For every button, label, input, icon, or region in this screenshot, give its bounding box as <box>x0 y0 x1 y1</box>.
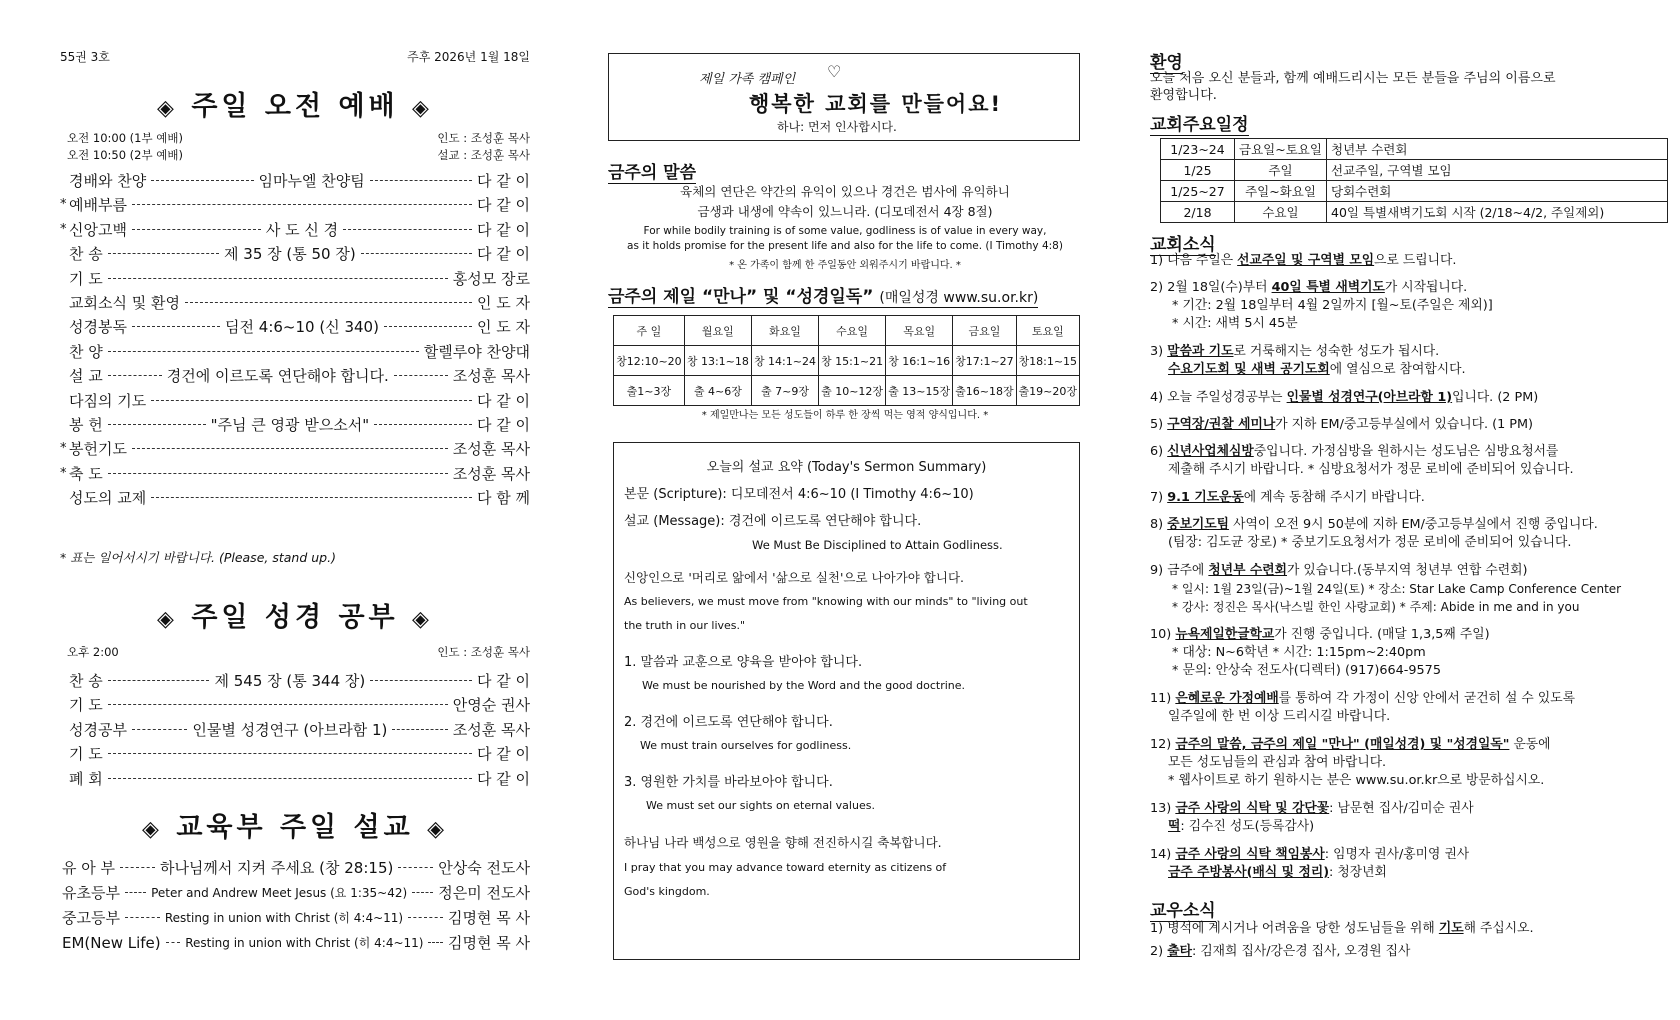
table-cell: 창 13:1~18 <box>684 346 751 376</box>
schedule-day: 주일 <box>1235 160 1327 181</box>
table-header-row <box>614 316 1080 346</box>
order-row <box>60 168 530 193</box>
order-item-leader: 다 같 이 <box>476 172 530 190</box>
verse-memorize-note: * 온 가족이 함께 한 주일동안 외워주시기 바랍니다. * <box>729 260 961 271</box>
order-item-label: 설 교 <box>69 367 103 386</box>
table-cell: 주 일 <box>614 316 685 346</box>
sermon-point-1: 1. 말씀과 교훈으로 양육을 받아야 합니다. <box>624 655 863 670</box>
sermon-point-3: 3. 영원한 가치를 바라보아야 합니다. <box>624 775 833 790</box>
table-row <box>614 376 1080 406</box>
news-item-1: 1) 다음 주일은 선교주일 및 구역별 모임으로 드립니다. <box>1150 253 1457 268</box>
order-item-leader: 김명현 목 사 <box>448 934 530 952</box>
order-item-label: 성경공부 <box>69 720 127 739</box>
order-item-label: 경배와 찬양 <box>69 172 147 190</box>
table-cell: 출 7~9장 <box>751 376 818 406</box>
order-row <box>60 692 530 717</box>
sermon-point-2: 2. 경건에 이르도록 연단해야 합니다. <box>624 715 833 730</box>
diamond-icon: ◈ <box>157 96 178 121</box>
news-item-11: 11) 은혜로운 가정예배를 통하여 각 가정이 신앙 안에서 굳건히 설 수 있도록 일주일에 한 번 이상 드리시길 바랍니다. <box>1150 691 1575 724</box>
table-cell: 창 15:1~21 <box>819 346 886 376</box>
bible-study-title: ◈ 주일 성경 공부 ◈ <box>157 602 433 633</box>
order-item-label: 봉 헌 <box>69 416 103 434</box>
order-item-leader: 다 같 이 <box>476 196 530 215</box>
order-item-leader: 안상숙 전도사 <box>438 859 531 877</box>
dashed-leader <box>361 253 472 254</box>
schedule-date: 1/23~24 <box>1161 139 1235 160</box>
order-row <box>60 192 530 217</box>
table-cell: 출1~3장 <box>614 376 685 406</box>
order-item-detail: Resting in union with Christ (히 4:4~11) <box>185 936 424 950</box>
church-news-column <box>1150 0 1670 1020</box>
order-row <box>60 388 530 413</box>
table-cell: 목요일 <box>886 316 953 346</box>
members-news-item-2: 2) 출타: 김재희 집사/강은경 집사, 오경원 집사 <box>1150 944 1411 959</box>
order-mark: * <box>60 221 67 237</box>
news-item-4: 4) 오늘 주일성경공부는 인물별 성경연구(아브라함 1)입니다. (2 PM) <box>1150 390 1539 405</box>
schedule-table <box>1160 138 1668 223</box>
order-item-leader: 다 같 이 <box>477 245 531 264</box>
table-row <box>614 346 1080 376</box>
sermon-blessing-english: I pray that you may advance toward eternity as citizens of <box>624 861 947 874</box>
table-cell: 출 4~6장 <box>684 376 751 406</box>
schedule-event: 선교주일, 구역별 모임 <box>1327 160 1668 181</box>
education-sermon-title: ◈ 교육부 주일 설교 ◈ <box>141 812 449 843</box>
order-item-label: 유초등부 <box>62 884 120 902</box>
order-item-leader: 안영순 권사 <box>452 696 530 715</box>
dashed-leader <box>108 778 472 779</box>
family-campaign-banner <box>608 53 1080 141</box>
dashed-leader <box>108 680 210 681</box>
schedule-day: 금요일~토요일 <box>1235 139 1327 160</box>
order-item-leader: 조성훈 목사 <box>452 720 531 739</box>
order-item-leader: 조성훈 목사 <box>452 464 530 483</box>
dashed-leader <box>398 867 433 868</box>
order-item-label: 기 도 <box>69 269 103 288</box>
table-row <box>1161 202 1668 223</box>
table-cell: 창17:1~27 <box>953 346 1016 376</box>
dashed-leader <box>120 867 155 868</box>
sermon-scripture: 본문 (Scripture): 디모데전서 4:6~10 (I Timothy 4:6~10) <box>624 487 974 502</box>
news-item-12: 12) 금주의 말씀, 금주의 제일 "만나" (매일성경) 및 "성경일독" 운동에 모든 성도님들의 관심과 참여 바랍니다. * 웹사이트로 하기 원하시는 분은 www.su.or.kr으로 방문하십시오. <box>1150 737 1551 788</box>
sermon-summary-title: 오늘의 설교 요약 (Today's Sermon Summary) <box>706 460 987 475</box>
dashed-leader <box>132 326 220 327</box>
banner-subline: 하나: 먼저 인사합시다. <box>777 120 897 134</box>
order-row <box>60 766 530 791</box>
order-row <box>60 485 530 510</box>
sermon-blessing-korean: 하나님 나라 백성으로 영원을 향해 전진하시길 축복합니다. <box>624 835 942 850</box>
schedule-date: 1/25~27 <box>1161 181 1235 202</box>
order-row <box>60 314 530 339</box>
order-row <box>60 266 530 291</box>
order-mark: * <box>60 441 67 457</box>
news-item-14: 14) 금주 사랑의 식탁 책임봉사: 임명자 권사/홍미영 권사 금주 주방봉사(배식 및 정리): 청장년회 <box>1150 847 1470 880</box>
order-item-label: 중고등부 <box>62 909 120 927</box>
order-item-leader: 다 같 이 <box>476 745 530 764</box>
order-item-detail: 사 도 신 경 <box>265 220 339 239</box>
news-title: 교회소식 <box>1150 230 1216 256</box>
dashed-leader <box>108 473 448 474</box>
verse-title: 금주의 말씀 <box>608 158 696 184</box>
order-item-detail: Resting in union with Christ (히 4:4~11) <box>164 911 404 925</box>
order-item-leader: 김명현 목 사 <box>448 909 530 927</box>
sermon-intro-english: the truth in our lives." <box>624 619 746 632</box>
order-item-label: 교회소식 및 환영 <box>69 294 180 312</box>
order-row <box>60 461 530 486</box>
schedule-day: 주일~화요일 <box>1235 181 1327 202</box>
news-item-13: 13) 금주 사랑의 식탁 및 강단꽃: 남문현 집사/김미순 권사 떡: 김수진 성도(등록감사) <box>1150 801 1474 834</box>
service-time-row: 오전 10:00 (1부 예배) 인도 : 조성훈 목사 <box>67 131 530 145</box>
sermon-point-3-english: We must set our sights on eternal values. <box>646 799 875 812</box>
order-item-leader: 다 같 이 <box>476 391 530 410</box>
diamond-icon: ◈ <box>157 607 178 632</box>
news-item-5: 5) 구역장/권찰 세미나가 지하 EM/중고등부실에서 있습니다. (1 PM) <box>1150 417 1534 432</box>
order-item-leader: 홍성모 장로 <box>452 269 530 288</box>
order-item-label: 유 아 부 <box>62 859 116 877</box>
order-item-label: 폐 회 <box>69 769 103 788</box>
dashed-leader <box>185 302 472 303</box>
order-item-label: EM(New Life) <box>62 933 161 952</box>
bulletin-date: 주후 2026년 1월 18일 <box>407 50 530 64</box>
dashed-leader <box>151 497 472 498</box>
dashed-leader <box>108 704 448 705</box>
dashed-leader <box>125 892 146 893</box>
sermon-intro-english: As believers, we must move from "knowing with our minds" to "living out <box>624 595 1028 608</box>
sermon-intro-korean: 신앙인으로 '머리로 앎에서 '삶으로 실천'으로 나아가야 합니다. <box>624 570 964 585</box>
dashed-leader <box>428 942 443 943</box>
table-cell: 출16~18장 <box>953 376 1016 406</box>
table-cell: 수요일 <box>819 316 886 346</box>
table-cell: 창12:10~20 <box>614 346 685 376</box>
welcome-title: 환영 <box>1150 48 1183 74</box>
order-row <box>60 363 530 388</box>
order-item-label: 찬 양 <box>69 342 103 361</box>
dashed-leader <box>392 729 447 730</box>
schedule-event: 40일 특별새벽기도회 시작 (2/18~4/2, 주일제외) <box>1327 202 1668 223</box>
order-item-label: 다짐의 기도 <box>69 391 147 410</box>
dashed-leader <box>374 424 472 425</box>
table-cell: 창 14:1~24 <box>751 346 818 376</box>
news-item-3: 3) 말씀과 기도로 거룩해지는 성숙한 성도가 됩시다. 수요기도회 및 새벽 공기도회에 열심으로 참여합시다. <box>1150 344 1466 377</box>
order-item-leader: 다 같 이 <box>476 416 530 434</box>
table-cell: 출 10~12장 <box>819 376 886 406</box>
table-cell: 창18:1~15 <box>1016 346 1079 376</box>
dashed-leader <box>108 278 448 279</box>
order-item-label: 신앙고백 <box>69 220 127 239</box>
table-row <box>1161 160 1668 181</box>
order-row <box>60 905 530 930</box>
sermon-message-english: We Must Be Disciplined to Attain Godliness. <box>752 538 1003 552</box>
table-cell: 금요일 <box>953 316 1016 346</box>
worship-title: ◈ 주일 오전 예배 ◈ <box>157 91 433 122</box>
stand-up-note: * 표는 일어서시기 바랍니다. (Please, stand up.) <box>60 550 336 565</box>
order-item-leader: 조성훈 목사 <box>452 440 530 459</box>
news-item-9: 9) 금주에 청년부 수련회가 있습니다.(동부지역 청년부 연합 수련회) * 일시: 1월 23일(금)~1월 24일(토) * 장소: Star Lake Camp Conference Center * 강사: 정진은 목사(낙스빌 한인 사랑교회) * 주제: Abide in me and in you <box>1150 563 1622 614</box>
dashed-leader <box>132 204 472 205</box>
order-row <box>60 880 530 905</box>
diamond-icon: ◈ <box>412 607 433 632</box>
order-item-detail: 딤전 4:6~10 (신 340) <box>225 318 379 337</box>
order-item-leader: 다 함 께 <box>476 489 530 508</box>
order-item-label: 기 도 <box>69 745 103 764</box>
schedule-day: 수요일 <box>1235 202 1327 223</box>
dashed-leader <box>408 917 443 918</box>
dashed-leader <box>151 180 253 181</box>
table-row <box>1161 181 1668 202</box>
dashed-leader <box>132 729 187 730</box>
order-row <box>60 412 530 437</box>
order-item-label: 찬 송 <box>69 672 103 690</box>
news-item-2: 2) 2월 18일(수)부터 40일 특별 새벽기도가 시작됩니다. * 기간: 2월 18일부터 4월 2일까지 [월~토(주일은 제외)] * 시간: 새벽 5시 45분 <box>1150 280 1493 331</box>
verse-korean: 육체의 연단은 약간의 유익이 있으나 경건은 범사에 유익하니 금생과 내생에 약속이 있느니라. (디모데전서 4장 8절) <box>680 184 1010 219</box>
schedule-date: 1/25 <box>1161 160 1235 181</box>
order-mark: * <box>60 465 67 481</box>
order-item-detail: 제 545 장 (통 344 장) <box>214 672 366 690</box>
dashed-leader <box>384 326 472 327</box>
dashed-leader <box>132 229 261 230</box>
news-item-10: 10) 뉴욕제일한글학교가 진행 중입니다. (매달 1,3,5째 주일) * 대상: N~6학년 * 시간: 1:15pm~2:40pm * 문의: 안상숙 전도사(디렉터) (917)664-9575 <box>1150 627 1490 678</box>
table-cell: 월요일 <box>684 316 751 346</box>
order-item-leader: 조성훈 목사 <box>452 367 530 386</box>
dashed-leader <box>108 351 419 352</box>
order-item-detail: "주님 큰 영광 받으소서" <box>210 416 370 434</box>
dashed-leader <box>394 375 448 376</box>
dashed-leader <box>166 942 181 943</box>
members-news-title: 교우소식 <box>1150 896 1216 922</box>
dashed-leader <box>370 180 472 181</box>
news-item-6: 6) 신년사업체심방중입니다. 가정심방을 원하시는 성도님은 심방요청서를 제출해 주시기 바랍니다. * 심방요청서가 정문 로비에 준비되어 있습니다. <box>1150 444 1574 477</box>
order-item-detail: 하나님께서 지켜 주세요 (창 28:15) <box>159 859 394 877</box>
members-news-item-1: 1) 병석에 계시거나 어려움을 당한 성도님들을 위해 기도해 주십시오. <box>1150 921 1534 936</box>
table-cell: 창 16:1~16 <box>886 346 953 376</box>
order-item-leader: 다 같 이 <box>476 672 530 690</box>
schedule-event: 청년부 수련회 <box>1327 139 1668 160</box>
bible-study-time-row: 오후 2:00 인도 : 조성훈 목사 <box>67 645 530 659</box>
table-row <box>1161 139 1668 160</box>
diamond-icon: ◈ <box>412 96 433 121</box>
order-row <box>60 930 530 955</box>
schedule-event: 당회수련회 <box>1327 181 1668 202</box>
service-time-row: 오전 10:50 (2부 예배) 설교 : 조성훈 목사 <box>67 148 530 162</box>
order-item-leader: 인 도 자 <box>477 318 531 337</box>
manna-note: * 제일만나는 모든 성도들이 하루 한 장씩 먹는 영적 양식입니다. * <box>701 410 989 421</box>
dashed-leader <box>108 424 206 425</box>
dashed-leader <box>412 892 433 893</box>
order-item-label: 성도의 교제 <box>69 489 147 508</box>
order-row <box>60 436 530 461</box>
table-cell: 화요일 <box>751 316 818 346</box>
dashed-leader <box>151 400 472 401</box>
table-cell: 출 13~15장 <box>886 376 953 406</box>
table-cell: 토요일 <box>1016 316 1079 346</box>
sermon-point-1-english: We must be nourished by the Word and the good doctrine. <box>642 679 966 692</box>
order-item-label: 예배부름 <box>69 196 127 215</box>
dashed-leader <box>343 229 472 230</box>
order-item-label: 찬 송 <box>69 245 103 264</box>
order-item-detail: 제 35 장 (통 50 장) <box>224 245 356 264</box>
order-row <box>60 217 530 242</box>
order-row <box>60 241 530 266</box>
banner-campaign-label: 제일 가족 캠페인 <box>699 72 796 87</box>
banner-headline: 행복한 교회를 만들어요! <box>749 92 1003 116</box>
dashed-leader <box>108 253 219 254</box>
schedule-title: 교회주요일정 <box>1150 110 1249 136</box>
order-item-label: 기 도 <box>69 696 103 715</box>
order-item-leader: 정은미 전도사 <box>438 884 530 902</box>
dashed-leader <box>132 448 448 449</box>
order-item-leader: 다 같 이 <box>476 769 530 788</box>
order-item-leader: 다 같 이 <box>476 220 530 239</box>
order-of-worship-column <box>60 0 530 1020</box>
sermon-blessing-english: God's kingdom. <box>624 885 710 898</box>
order-item-detail: 임마누엘 찬양팀 <box>258 172 365 190</box>
dashed-leader <box>108 375 162 376</box>
table-cell: 출19~20장 <box>1016 376 1079 406</box>
news-item-7: 7) 9.1 기도운동에 계속 동참해 주시기 바랍니다. <box>1150 490 1425 505</box>
verse-english: For while bodily training is of some value, godliness is of value in every way, as it holds promise for the present life and also for the life to come. (I Timothy 4:8) <box>627 225 1063 252</box>
manna-website: (매일성경 www.su.or.kr) <box>879 290 1039 306</box>
sermon-summary-box <box>613 442 1080 960</box>
order-row <box>60 855 530 880</box>
dashed-leader <box>108 753 472 754</box>
order-item-leader: 할렐루야 찬양대 <box>423 342 530 361</box>
order-item-leader: 인 도 자 <box>476 294 530 312</box>
dashed-leader <box>125 917 160 918</box>
sermon-message: 설교 (Message): 경건에 이르도록 연단해야 합니다. <box>624 514 922 529</box>
order-row <box>60 741 530 766</box>
order-item-detail: 인물별 성경연구 (아브라함 1) <box>192 720 388 739</box>
sermon-point-2-english: We must train ourselves for godliness. <box>640 739 852 752</box>
order-mark: * <box>60 197 67 213</box>
order-item-label: 축 도 <box>69 464 103 483</box>
welcome-text: 오늘 처음 오신 분들과, 함께 예배드리시는 모든 분들을 주님의 이름으로 환영합니다. <box>1150 71 1556 103</box>
manna-title: 금주의 제일 “만나” 및 “성경일독” (매일성경 www.su.or.kr) <box>608 282 1038 308</box>
order-row <box>60 339 530 364</box>
scripture-column <box>606 0 1084 1020</box>
order-item-label: 봉헌기도 <box>69 440 127 459</box>
heart-icon: ♡ <box>827 62 842 81</box>
volume-number: 55권 3호 <box>60 50 110 64</box>
dashed-leader <box>370 680 472 681</box>
order-item-detail: 경건에 이르도록 연단해야 합니다. <box>166 367 389 386</box>
order-item-label: 성경봉독 <box>69 318 127 337</box>
diamond-icon: ◈ <box>141 817 163 842</box>
order-row <box>60 668 530 693</box>
order-row <box>60 717 530 742</box>
diamond-icon: ◈ <box>427 817 449 842</box>
schedule-date: 2/18 <box>1161 202 1235 223</box>
manna-reading-table <box>613 315 1080 406</box>
news-item-8: 8) 중보기도팀 사역이 오전 9시 50분에 지하 EM/중고등부실에서 진행 중입니다. (팀장: 김도균 장로) * 중보기도요청서가 정문 로비에 준비되어 있습니다. <box>1150 517 1598 550</box>
order-item-detail: Peter and Andrew Meet Jesus (요 1:35~42) <box>151 886 408 900</box>
order-row <box>60 290 530 315</box>
